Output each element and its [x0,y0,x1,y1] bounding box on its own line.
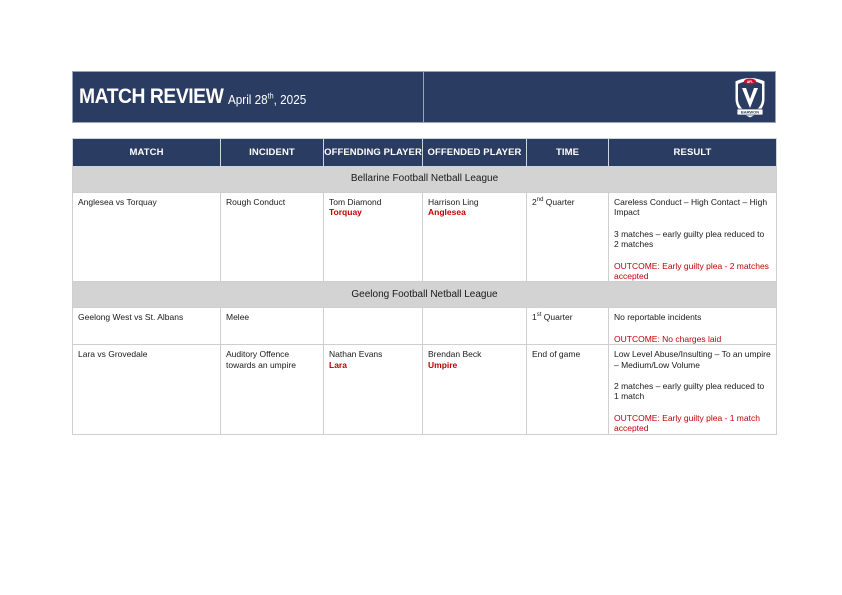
league-row [73,282,777,308]
offending-player-club: Torquay [329,207,362,218]
logo-cell [424,72,775,122]
result-description: Low Level Abuse/Insulting – To an umpire – Medium/Low Volume [614,349,771,370]
col-header-offending-player: OFFENDING PLAYER [324,139,423,167]
match-cell: Lara vs Grovedale [73,345,221,434]
incident-cell: Auditory Offence towards an umpire [221,345,324,434]
table-row [73,193,777,282]
incident-cell: Rough Conduct [221,193,324,282]
result-outcome: OUTCOME: No charges laid [614,333,722,344]
time-cell [527,193,609,282]
logo-afl-text: AFL [746,80,754,84]
page-title: MATCH REVIEW [79,85,224,108]
table-header-row [73,139,777,167]
col-header-offended-player: OFFENDED PLAYER [423,139,527,167]
result-cell [609,193,777,282]
offending-player-cell [324,308,423,345]
result-description: No reportable incidents [614,312,702,323]
result-penalty: 3 matches – early guilty plea reduced to 2 matches [614,228,765,250]
match-review-table [72,138,777,435]
offended-player-cell [423,345,527,434]
time-label: Quarter [543,197,575,207]
time-cell [527,308,609,345]
col-header-incident: INCIDENT [221,139,324,167]
offended-player-club: Umpire [428,359,458,370]
offended-player-cell [423,308,527,345]
league-name: Geelong Football Netball League [73,282,777,308]
time-number: 1 [532,312,537,323]
league-name: Bellarine Football Netball League [73,167,777,193]
offending-player-name: Tom Diamond [329,197,382,207]
review-date [228,92,306,107]
offending-player-cell [324,193,423,282]
col-header-time: TIME [527,139,609,167]
offended-player-name: Harrison Ling [428,197,479,207]
table-row [73,308,777,345]
result-outcome: OUTCOME: Early guilty plea - 2 matches accepted [614,260,769,282]
time-number: 2 [532,197,537,207]
result-penalty: 2 matches – early guilty plea reduced to 1 match [614,381,765,402]
league-row [73,167,777,193]
time-suffix: st [536,312,542,319]
title-cell [73,72,424,122]
col-header-result: RESULT [609,139,777,167]
result-cell [609,345,777,434]
offended-player-name: Brendan Beck [428,349,482,360]
title-banner [72,71,776,123]
time-label: Quarter [541,312,573,323]
logo-barwon-text: BARWON [740,109,760,115]
offending-player-name: Nathan Evans [329,349,383,360]
result-description: Careless Conduct – High Contact – High Impact [614,197,768,218]
offending-player-club: Lara [329,359,347,370]
date-suffix: th [267,91,274,101]
time-cell: End of game [527,345,609,434]
date-year: , 2025 [273,91,307,107]
result-cell [609,308,777,345]
col-header-match: MATCH [73,139,221,167]
offended-player-cell [423,193,527,282]
offended-player-club: Anglesea [428,207,466,218]
table-row [73,345,777,434]
incident-cell: Melee [221,308,324,345]
match-cell: Geelong West vs St. Albans [73,308,221,345]
afl-barwon-logo-icon [731,75,769,121]
offending-player-cell [324,345,423,434]
result-outcome: OUTCOME: Early guilty plea - 1 match accepted [614,412,760,434]
match-cell: Anglesea vs Torquay [73,193,221,282]
date-day: April 28 [227,91,268,107]
time-suffix: nd [536,197,544,204]
